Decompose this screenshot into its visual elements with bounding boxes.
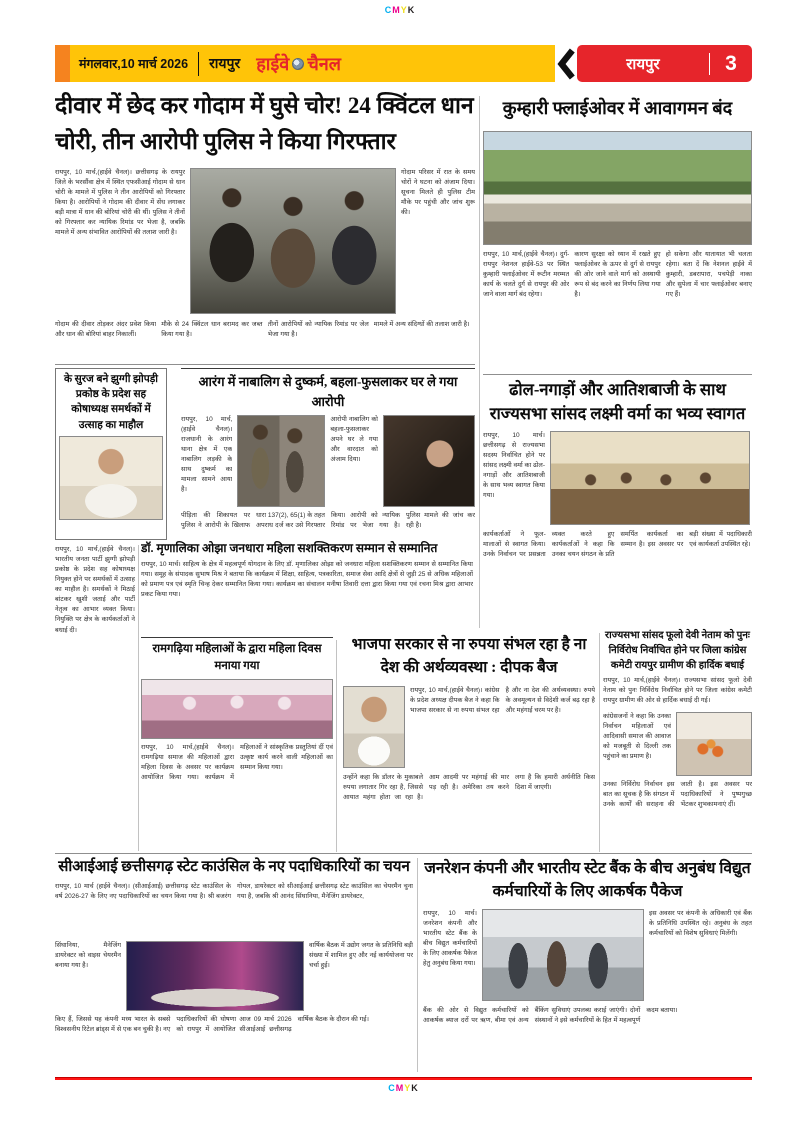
kumhari-body [483,250,752,376]
cii-headline: सीआईआई छत्तीसगढ़ स्टेट काउंसिल के नए पदाधिकारियों का चयन [58,859,410,875]
arang-article [181,368,475,538]
vertical-rule-1 [479,96,480,628]
masthead-date: मंगलवार,10 मार्च 2026 [79,57,189,71]
cmyk-letter-y: Y [400,5,408,15]
theft-col-4: मौके से 24 क्विंटल धान बरामद कर जब्त किया गया है। [161,321,263,339]
photo-phulo-greeting [676,712,752,776]
generation-col-right: इस अवसर पर कंपनी के अधिकारी एवं बैंक के प्रतिनिधि उपस्थित रहे। अनुबंध के तहत कर्मचारियों को विशेष सुविधाएं मिलेंगी। [649,909,752,937]
masthead-city: रायपुर [209,55,241,71]
masthead-brand [256,52,341,76]
cmyk-letter-c: C [388,1083,396,1093]
photo-arang-symbolic [383,415,475,507]
page-number: 3 [725,51,737,75]
photo-ramgarhiya-women [141,679,333,739]
cmyk-letter-m: M [395,1083,405,1093]
kumhari-col-1: रायपुर, 10 मार्च,(हाईवे चैनल)। दुर्ग-रायपुर नेशनल हाईवे-53 पर स्थित कुम्हारी फ्लाईओवर में रूटीन मरम्मत कार्य के चलते दुर्ग से रायपुर की ओर जाने वाला मार्ग बंद रहेगा। [483,251,570,299]
generation-headline: जनरेशन कंपनी और भारतीय स्टेट बैंक के बीच अनुबंध विद्युत कर्मचारियों के लिए आकर्षक पैकेज [424,860,751,901]
print-mark-bottom [55,1083,752,1093]
theft-col-2: गोदाम परिसर में रात के समय चोरों ने घटना को अंजाम दिया। सूचना मिलते ही पुलिस टीम मौके पर पहुंची और जांच शुरू की। [401,169,475,217]
phulo-article [603,628,752,852]
arang-body-bottom: पीड़िता की शिकायत पर पुलिस ने आरोपी के खिलाफ धारा 137(2), 65(1) के तहत अपराध दर्ज कर उसे गिरफ्तार किया। आरोपी को न्यायिक रिमांड पर भेजा गया है। पुलिस मामले की जांच कर रही है। [181,512,475,530]
arang-col-a: रायपुर, 10 मार्च,(हाईवे चैनल)। राजधानी के आरंग थाना क्षेत्र में एक नाबालिग लड़की के साथ दुष्कर्म का मामला सामने आया है। [181,416,233,494]
cii-row-left: सिंघानिया, मैनेजिंग डायरेक्टर को वाइस चेयरमैन बनाया गया है। [55,942,121,970]
ramgarhiya-headline: रामगढ़िया महिलाओं के द्वारा महिला दिवस मनाया गया [141,637,333,676]
arang-headline: आरंग में नाबालिग से दुष्कर्म, बहला-फुसलाकर घर ले गया आरोपी [181,368,475,411]
horizontal-rule-2 [483,374,752,375]
jhuggi-box [55,368,167,540]
jhuggi-headline: के सुरज बने झुग्गी झोपड़ी प्रकोष्ठ के प्रदेश सह कोषाध्यक्ष समर्थकों में उत्साह का माहौल [63,374,159,431]
horizontal-rule-1 [55,364,475,365]
generation-body: बैंक की ओर से विद्युत कर्मचारियों को आकर्षक ब्याज दरों पर ऋण, बीमा एवं अन्य बैंकिंग सुविधाएं उपलब्ध कराई जाएंगी। दोनों संस्थानों ने इसे कर्मचारियों के हित में महत्वपूर्ण कदम बताया। [423,1006,678,1024]
cmyk-letter-m: M [392,5,401,15]
masthead-yellow-strip [55,45,555,82]
photo-deepak-baij [343,686,405,768]
cmyk-letter-c: C [384,5,393,15]
kumhari-headline: कुम्हारी फ्लाईओवर में आवागमन बंद [502,98,733,118]
photo-cii-conference [126,941,304,1011]
vertical-rule-4 [599,633,600,852]
mrunalika-article [141,540,473,634]
brand-word-second: चैनल [307,53,341,74]
vertical-rule-3 [336,640,337,852]
brand-word-first: हाईवे [256,53,290,74]
phulo-body-1: रायपुर, 10 मार्च,(हाईवे चैनल)। राज्यसभा सांसद फूलो देवी नेताम को पुनः निर्विरोध निर्वाचित होने पर जिला कांग्रेस कमेटी रायपुर ग्रामीण की ओर से हार्दिक बधाई दी गई। [603,677,752,705]
dhol-article [483,378,752,628]
cii-article [55,857,413,1072]
generation-article [423,857,752,1072]
photo-jhuggi-leader [59,436,163,520]
theft-col-3: गोदाम की दीवार तोड़कर अंदर प्रवेश किया और धान की बोरियां बाहर निकालीं। [55,321,157,339]
theft-col-5: तीनों आरोपियों को न्यायिक रिमांड पर जेल भेजा गया है। [267,321,369,339]
theft-col-6: मामले में अन्य संदिग्धों की तलाश जारी है। [373,321,470,328]
cmyk-letter-k: K [411,1083,419,1093]
ramgarhiya-body: रायपुर, 10 मार्च,(हाईवे चैनल)। रामगढ़िया समाज की महिलाओं द्वारा महिला दिवस के अवसर पर कार्यक्रम आयोजित किया गया। कार्यक्रम में महिलाओं ने सांस्कृतिक प्रस्तुतियां दीं एवं उत्कृष्ट कार्य करने वाली महिलाओं का सम्मान किया गया। [141,743,333,781]
page-banner [577,45,752,82]
theft-headline: दीवार में छेद कर गोदाम में घुसे चोर! 24 क्विंटल धान चोरी, तीन आरोपी पुलिस ने किया गिरफ्तार [55,93,474,154]
mrunalika-body: रायपुर, 10 मार्च। साहित्य के क्षेत्र में महत्वपूर्ण योगदान के लिए डॉ. मृणालिका ओझा को जनधारा महिला सशक्तिकरण सम्मान से सम्मानित किया गया। समूह के संपादक सुभाष मिश्र ने बताया कि कार्यक्रम में शिक्षा, साहित्य, पत्रकारिता, समाज सेवा आदि क्षेत्रों से जुड़ी 25 से अधिक महिलाओं को प्रमाण पत्र एवं स्मृति चिन्ह देकर सम्मानित किया गया। कार्यक्रम का संचालन मनीषा तिवारी दत्ता द्वारा किया गया एवं रचना मिश्र द्वारा आभार प्रकट किया गया। [141,560,473,598]
kumhari-col-3: हो सकेगा और यातायात भी चलता रहेगा। बता दें कि नेशनल हाईवे में कुम्हारी, डबरापारा, पचपेड़ी नाका और सुपेला में चार फ्लाईओवर बनाए गए हैं। [665,251,752,299]
photo-arang-accused [237,415,325,507]
banner-city: रायपुर [626,55,660,73]
photo-swagat-meeting [550,431,750,525]
bjp-article [343,633,595,852]
globe-icon [292,58,304,70]
photo-sbi-agreement [482,909,644,1001]
dhol-body: कार्यकर्ताओं ने फूल-मालाओं से स्वागत किया। उनके निर्वाचन पर प्रसन्नता व्यक्त करते हुए कार्यकर्ताओं ने कहा कि उनका चयन संगठन के प्रति समर्पित कार्यकर्ता का सम्मान है। इस अवसर पर बड़ी संख्या में पदाधिकारी एवं कार्यकर्ता उपस्थित रहे। [483,530,752,558]
generation-lead: रायपुर, 10 मार्च। जनरेशन कंपनी और भारतीय स्टेट बैंक के बीच विद्युत कर्मचारियों के लिए आकर्षक पैकेज हेतु अनुबंध किया गया। [423,909,477,967]
dhol-lead: रायपुर, 10 मार्च। छत्तीसगढ़ से राज्यसभा सदस्य निर्वाचित होने पर सांसद लक्ष्मी वर्मा का ढोल-नगाड़ों और आतिशबाजी के साथ भव्य स्वागत किया गया। [483,431,545,500]
theft-col-1: रायपुर, 10 मार्च,(हाईवे चैनल)। छत्तीसगढ़ के रायपुर जिले के भरसौंवा क्षेत्र में स्थित एफसीआई गोदाम से धान चोरी के मामले में पुलिस ने तीन आरोपियों को गिरफ्तार किया है। आरोपियों ने गोदाम की दीवार में सेंध लगाकर बड़ी मात्रा में धान की बोरियां चोरी की थीं। पुलिस ने तीनों को गिरफ्तार कर न्यायिक रिमांड पर भेजा है, जबकि मामले में अन्य संभावित आरोपियों की तलाश जारी है। [55,169,185,237]
phulo-body-2: कांग्रेसजनों ने कहा कि उनका निर्वाचन महिलाओं एवं आदिवासी समाज की आवाज को मजबूती से दिल्ली तक पहुंचाने का प्रमाण है। [603,713,671,761]
bottom-red-rule [55,1077,752,1080]
phulo-headline: राज्यसभा सांसद फूलो देवी नेताम को पुनः निर्विरोध निर्वाचित होने पर जिला कांग्रेस कमेटी रायपुर ग्रामीण की हार्दिक बधाई [605,630,750,671]
masthead-bar [55,45,752,82]
photo-flyover [483,131,752,245]
dhol-headline: ढोल-नगाड़ों और आतिशबाजी के साथ राज्यसभा सांसद लक्ष्मी वर्मा का भव्य स्वागत [489,380,746,423]
masthead-divider [198,52,199,76]
photo-theft-suspects [190,168,396,314]
back-chevron-icon [555,45,577,82]
bjp-headline: भाजपा सरकार से ना रुपया संभल रहा है ना देश की अर्थव्यवस्था : दीपक बैज [351,636,587,677]
vertical-rule-5 [417,858,418,1072]
cii-body-1: रायपुर, 10 मार्च (हाईवे चैनल)। (सीआईआई) छत्तीसगढ़ स्टेट काउंसिल के वर्ष 2026-27 के लिए नए पदाधिकारियों का चयन किया गया है। श्री बजरंग गोयल, डायरेक्टर को सीआईआई छत्तीसगढ़ स्टेट काउंसिल का चेयरमैन चुना गया है, जबकि श्री आनंद सिंघानिया, मैनेजिंग डायरेक्टर, [55,883,413,901]
cmyk-letter-y: Y [404,1083,412,1093]
phulo-body-3: उनका निर्विरोध निर्वाचन इस बात का सूचक है कि संगठन में उनके कार्यों की सराहना की जाती है। इस अवसर पर पदाधिकारियों ने पुष्पगुच्छ भेंटकर शुभकामनाएं दीं। [603,781,752,809]
horizontal-rule-3 [55,853,752,854]
bjp-lead: रायपुर, 10 मार्च,(हाईवे चैनल)। कांग्रेस के प्रदेश अध्यक्ष दीपक बैज ने कहा कि भाजपा सरकार से ना रुपया संभल रहा है और ना देश की अर्थव्यवस्था। रुपये के अवमूल्यन से विदेशी कर्ज बढ़ रहा है और महंगाई चरम पर है। [410,686,595,714]
jhuggi-body: रायपुर, 10 मार्च,(हाईवे चैनल)। भारतीय जनता पार्टी झुग्गी झोपड़ी प्रकोष्ठ के प्रदेश सह कोषाध्यक्ष नियुक्त होने पर समर्थकों में उत्साह का माहौल है। समर्थकों ने मिठाई बांटकर खुशी जताई और पार्टी नेतृत्व का आभार व्यक्त किया। नियुक्ति पर क्षेत्र के कार्यकर्ताओं ने बधाई दी। [55,546,135,634]
theft-body-top [55,168,475,314]
vertical-rule-2 [138,545,139,851]
masthead-accent-block [55,45,70,82]
cii-row-right: वार्षिक बैठक में उद्योग जगत के प्रतिनिधि बड़ी संख्या में शामिल हुए और नई कार्ययोजना पर चर्चा हुई। [309,942,413,970]
kumhari-col-2: कारण सुरक्षा को ध्यान में रखते हुए फ्लाईओवर के ऊपर से दुर्ग से रायपुर की ओर जाने वाले मार्ग को अस्थायी रूप से बंद करने का निर्णय लिया गया है। [574,251,661,299]
cmyk-letter-k: K [407,5,416,15]
arang-col-b: आरोपी नाबालिग को बहला-फुसलाकर अपने घर ले गया और वारदात को अंजाम दिया। [330,416,378,464]
ramgarhiya-article [141,637,333,852]
mrunalika-headline: डॉ. मृणालिका ओझा जनधारा महिला सशक्तिकरण सम्मान से सम्मानित [141,541,438,555]
cii-body-2: किए हैं, जिससे यह कंपनी मध्य भारत के सबसे विश्वसनीय रिटेल ब्रांड्स में से एक बन चुकी है। नए पदाधिकारियों की घोषणा आज 09 मार्च 2026 को रायपुर में आयोजित सीआईआई छत्तीसगढ़ वार्षिक बैठक के दौरान की गई। [55,1016,369,1034]
bjp-body: उन्होंने कहा कि डॉलर के मुकाबले रुपया लगातार गिर रहा है, जिससे आयात महंगा होता जा रहा है। आम आदमी पर महंगाई की मार पड़ रही है। अमेरिका तय करने लगा है कि हमारी अर्थनीति किस दिशा में जाएगी। [343,773,595,801]
